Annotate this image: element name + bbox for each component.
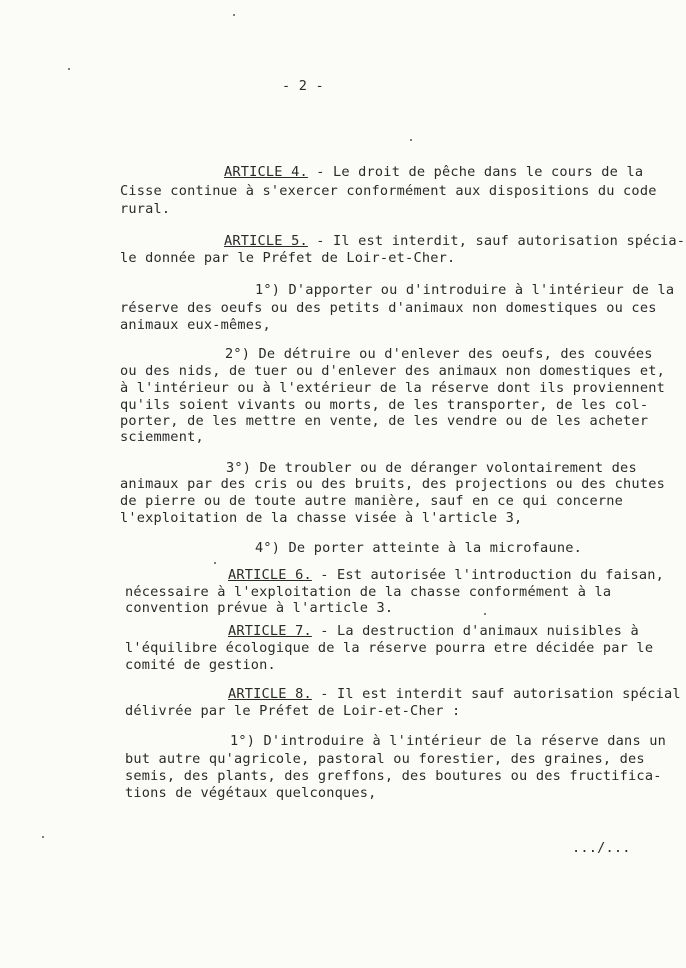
article-4-first-line <box>224 164 643 181</box>
article-5-heading: ARTICLE 5. <box>224 233 308 249</box>
article-4-line: Cisse continue à s'exercer conformément aux dispositions du code <box>120 183 657 199</box>
article-6-text: - Est autorisée l'introduction du faisan, <box>320 567 664 583</box>
scan-speck <box>68 68 70 70</box>
article-8-item-1-line: 1°) D'introduire à l'intérieur de la réserve dans un <box>230 733 666 749</box>
article-8-line: délivrée par le Préfet de Loir-et-Cher : <box>125 703 461 719</box>
article-5-item-2-line: 2°) De détruire ou d'enlever des oeufs, des couvées <box>225 346 653 362</box>
article-5-item-1-line: 1°) D'apporter ou d'introduire à l'intérieur de la <box>255 282 675 298</box>
article-6-line: nécessaire à l'exploitation de la chasse conformément à la <box>125 584 612 600</box>
article-7-first-line <box>228 623 639 640</box>
article-4-heading: ARTICLE 4. <box>224 164 308 180</box>
article-5-item-2-line: qu'ils soient vivants ou morts, de les transporter, de les col- <box>120 397 649 413</box>
article-5-item-1-line: réserve des oeufs ou des petits d'animaux non domestiques ou ces <box>120 300 657 316</box>
scan-speck <box>233 14 235 16</box>
article-8-heading: ARTICLE 8. <box>228 686 312 702</box>
article-7-heading: ARTICLE 7. <box>228 623 312 639</box>
article-5-text: - Il est interdit, sauf autorisation spécia- <box>316 233 686 249</box>
article-7-text: - La destruction d'animaux nuisibles à <box>320 623 639 639</box>
article-5-item-2-line: porter, de les mettre en vente, de les vendre ou de les acheter <box>120 413 649 429</box>
article-8-item-1-line: semis, des plants, des greffons, des boutures ou des fructifica- <box>125 768 662 784</box>
article-6-heading: ARTICLE 6. <box>228 567 312 583</box>
article-7-line: comité de gestion. <box>125 657 276 673</box>
article-6-first-line <box>228 567 664 584</box>
continuation-mark: .../... <box>572 840 631 856</box>
article-8-text: - Il est interdit sauf autorisation spécial <box>320 686 681 702</box>
article-5-item-4-line: 4°) De porter atteinte à la microfaune. <box>255 540 582 556</box>
article-5-first-line <box>224 233 685 250</box>
scan-speck <box>410 139 412 141</box>
article-8-item-1-line: but autre qu'agricole, pastoral ou forestier, des graines, des <box>125 751 645 767</box>
scan-speck <box>42 836 44 838</box>
article-5-item-3-line: de pierre ou de toute autre manière, sauf en ce qui concerne <box>120 493 624 509</box>
scan-speck <box>214 562 216 564</box>
article-5-line: le donnée par le Préfet de Loir-et-Cher. <box>120 250 456 266</box>
article-5-item-3-line: 3°) De troubler ou de déranger volontairement des <box>226 460 637 476</box>
article-8-first-line <box>228 686 681 703</box>
article-5-item-3-line: animaux par des cris ou des bruits, des projections ou des chutes <box>120 476 665 492</box>
article-5-item-3-line: l'exploitation de la chasse visée à l'article 3, <box>120 510 523 526</box>
article-5-item-2-line: ou des nids, de tuer ou d'enlever des animaux non domestiques et, <box>120 363 665 379</box>
article-5-item-1-line: animaux eux-mêmes, <box>120 317 271 333</box>
article-8-item-1-line: tions de végétaux quelconques, <box>125 785 377 801</box>
article-4-line: rural. <box>120 201 171 217</box>
article-5-item-2-line: sciemment, <box>120 429 204 445</box>
article-5-item-2-line: à l'intérieur ou à l'extérieur de la réserve dont ils proviennent <box>120 380 665 396</box>
scan-speck <box>484 613 486 615</box>
page-number: - 2 - <box>282 78 324 94</box>
article-6-line: convention prévue à l'article 3. <box>125 600 394 616</box>
article-4-text: - Le droit de pêche dans le cours de la <box>316 164 644 180</box>
article-7-line: l'équilibre écologique de la réserve pourra etre décidée par le <box>125 640 654 656</box>
